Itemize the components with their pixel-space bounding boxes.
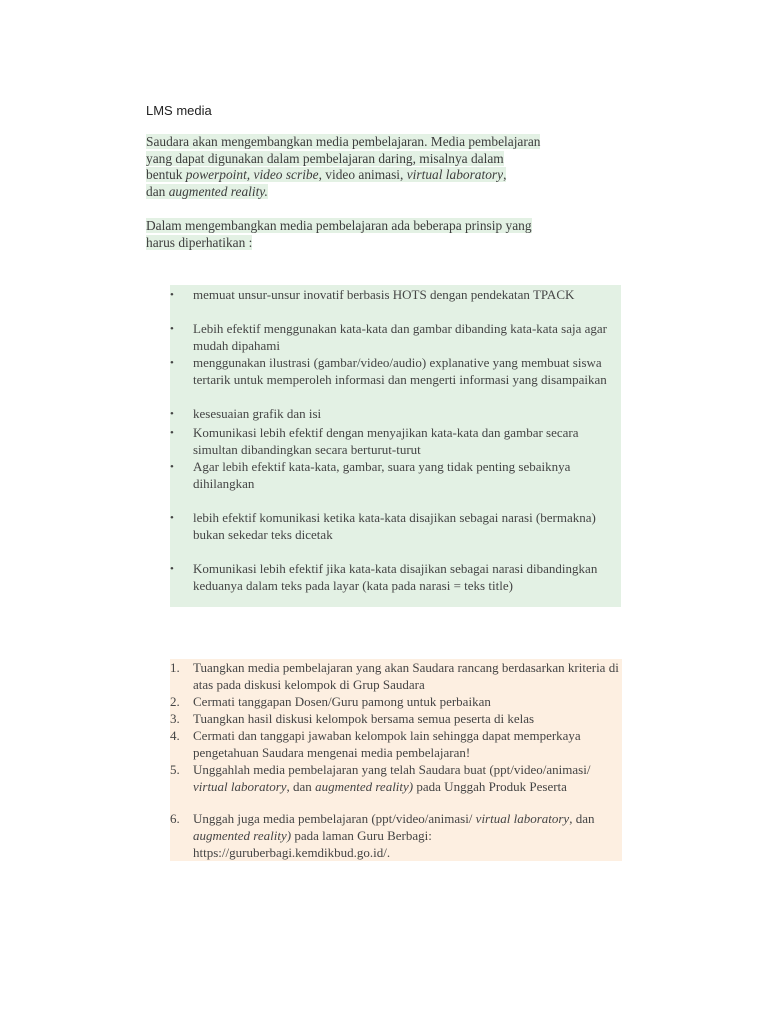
step-number: 2. xyxy=(170,694,180,709)
intro-italic: virtual laboratory xyxy=(406,167,504,183)
step-text-italic: virtual laboratory xyxy=(193,778,287,794)
step-text: Cermati tanggapan Dosen/Guru pamong untuk perbaikan xyxy=(193,694,491,709)
bullet-icon: • xyxy=(170,427,174,439)
list-item-text: Komunikasi lebih efektif dengan menyajikan kata-kata dan gambar secara simultan dibandingkan secara berturut-turut xyxy=(193,425,579,457)
principles-intro xyxy=(146,218,616,251)
intro-italic: augmented reality. xyxy=(168,183,268,199)
intro-text: dan xyxy=(146,183,169,199)
steps-list xyxy=(170,659,622,861)
step-number: 6. xyxy=(170,811,180,826)
intro-line-2: yang dapat digunakan dalam pembelajaran daring, misalnya dalam xyxy=(146,150,504,166)
step-text-part: , dan xyxy=(569,811,595,826)
principles-list xyxy=(170,285,621,607)
list-item-text: lebih efektif komunikasi ketika kata-kata disajikan sebagai narasi (bermakna) bukan sekedar teks dicetak xyxy=(193,510,596,542)
intro-text: bentuk xyxy=(146,167,186,183)
step-text-italic: augmented reality) xyxy=(315,778,414,794)
list-item-text: Agar lebih efektif kata-kata, gambar, suara yang tidak penting sebaiknya dihilangkan xyxy=(193,459,571,491)
principles-line-2: harus diperhatikan : xyxy=(146,234,253,250)
bullet-icon: • xyxy=(170,512,174,524)
intro-text: , video animasi, xyxy=(318,167,407,183)
step-text-part: Unggah juga media pembelajaran (ppt/video/animasi/ xyxy=(193,811,476,826)
list-item-text: kesesuaian grafik dan isi xyxy=(193,406,322,421)
step-text xyxy=(193,811,619,861)
step-text: Cermati dan tanggapi jawaban kelompok lain sehingga dapat memperkaya pengetahuan Saudara mengenai media pembelajaran! xyxy=(193,728,581,760)
bullet-icon: • xyxy=(170,357,174,369)
bullet-icon: • xyxy=(170,461,174,473)
intro-line-1: Saudara akan mengembangkan media pembelajaran. Media pembelajaran xyxy=(146,134,541,149)
step-number: 4. xyxy=(170,728,180,743)
step-number: 5. xyxy=(170,762,180,777)
step-number: 1. xyxy=(170,660,180,675)
intro-italic: powerpoint, video scribe xyxy=(185,167,319,183)
list-item-text: memuat unsur-unsur inovatif berbasis HOTS dengan pendekatan TPACK xyxy=(193,287,575,302)
list-item-text: menggunakan ilustrasi (gambar/video/audio) explanative yang membuat siswa tertarik untuk memperoleh informasi dan mengerti informasi yang disampaikan xyxy=(193,355,607,387)
bullet-icon: • xyxy=(170,323,174,335)
bullet-icon: • xyxy=(170,563,174,575)
step-text xyxy=(193,762,619,796)
intro-line-4 xyxy=(146,184,268,199)
step-text-italic: augmented reality) xyxy=(193,827,292,843)
intro-line-3 xyxy=(146,167,506,182)
list-item-text: Komunikasi lebih efektif jika kata-kata disajikan sebagai narasi dibandingkan keduanya dalam teks pada layar (kata pada narasi = teks title) xyxy=(193,561,598,593)
intro-paragraph xyxy=(146,134,616,200)
step-text-part: pada laman Guru Berbagi: https://guruberbagi.kemdikbud.go.id/. xyxy=(193,827,432,860)
step-number: 3. xyxy=(170,711,180,726)
list-item-text: Lebih efektif menggunakan kata-kata dan gambar dibanding kata-kata saja agar mudah dipahami xyxy=(193,321,608,353)
intro-text: , xyxy=(503,167,507,183)
bullet-icon: • xyxy=(170,408,174,420)
step-text-part: Unggahlah media pembelajaran yang telah Saudara buat (ppt/video/animasi/ xyxy=(193,762,591,777)
principles-line-1: Dalam mengembangkan media pembelajaran ada beberapa prinsip yang xyxy=(146,218,532,233)
step-text: Tuangkan hasil diskusi kelompok bersama semua peserta di kelas xyxy=(193,711,535,726)
page-title: LMS media xyxy=(146,103,212,118)
step-text-part: pada Unggah Produk Peserta xyxy=(413,778,567,794)
step-text-part: , dan xyxy=(286,778,316,794)
bullet-icon: • xyxy=(170,289,174,301)
step-text: Tuangkan media pembelajaran yang akan Saudara rancang berdasarkan kriteria di atas pada diskusi kelompok di Grup Saudara xyxy=(193,660,619,692)
step-text-italic: virtual laboratory xyxy=(475,811,570,826)
